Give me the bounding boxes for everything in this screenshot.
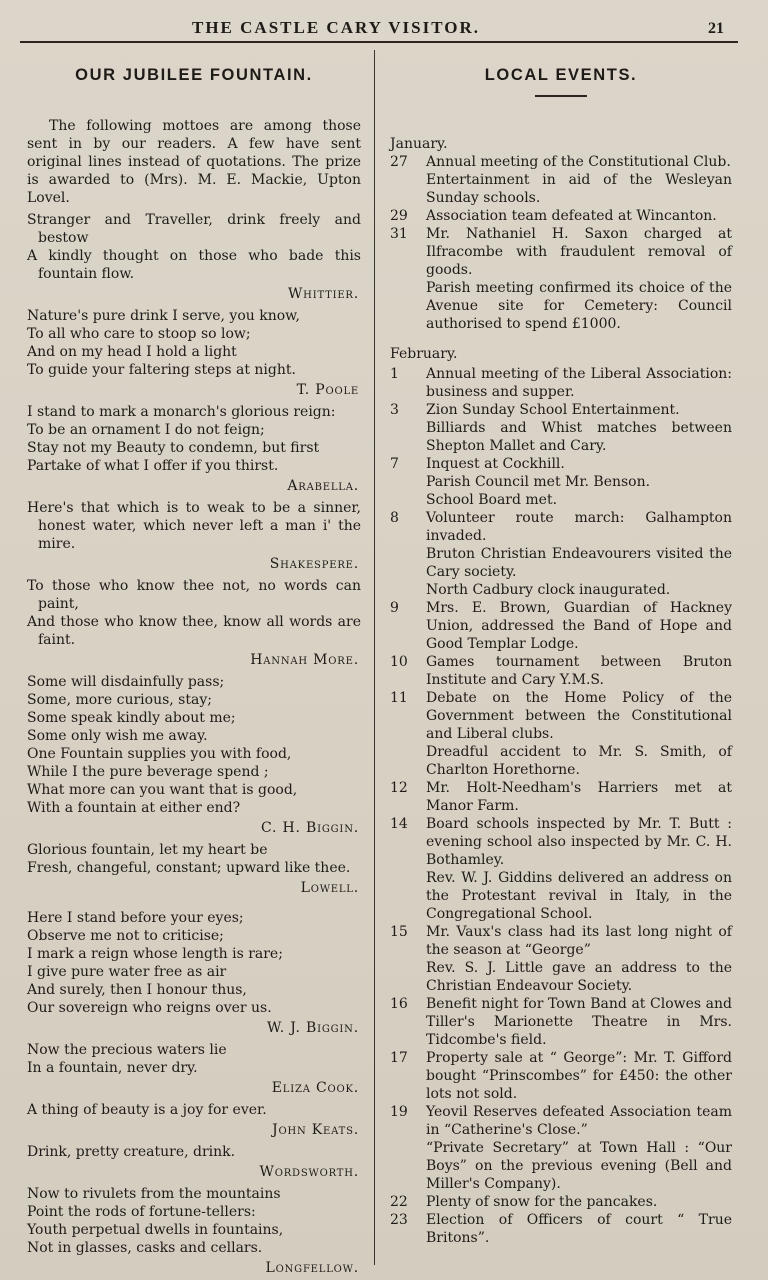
- motto-line: I stand to mark a monarch's glorious reign:: [27, 404, 336, 420]
- motto-block: [27, 307, 361, 399]
- event-day: 15: [390, 924, 408, 940]
- event-row: [390, 779, 732, 815]
- running-head: [0, 18, 768, 42]
- motto-line: Stay not my Beauty to condemn, but first: [27, 440, 320, 456]
- month-heading: February.: [390, 346, 458, 362]
- motto-line: With a fountain at either end?: [27, 800, 241, 816]
- motto-line: Some, more curious, stay;: [27, 692, 212, 708]
- motto-author: John Keats.: [272, 1122, 359, 1138]
- motto-line: Now to rivulets from the mountains: [27, 1186, 281, 1202]
- event-body: [426, 153, 732, 207]
- motto-line: Drink, pretty creature, drink.: [27, 1144, 236, 1160]
- event-row: [390, 153, 732, 207]
- event-body: [426, 225, 732, 333]
- event-item: Games tournament between Bruton Institute and Cary Y.M.S.: [426, 654, 732, 688]
- motto-line: Glorious fountain, let my heart be: [27, 842, 268, 858]
- event-body: [426, 599, 732, 653]
- event-body: [426, 1193, 732, 1211]
- event-day: 10: [390, 654, 408, 670]
- event-item: Mr. Holt-Needham's Harriers met at Manor Farm.: [426, 780, 732, 814]
- events-section-title: LOCAL EVENTS.: [484, 66, 638, 84]
- motto-line: I mark a reign whose length is rare;: [27, 946, 283, 962]
- event-day: 7: [390, 456, 399, 472]
- events-list: [390, 135, 732, 1247]
- motto-line: Point the rods of fortune-tellers:: [27, 1204, 256, 1220]
- event-day: 14: [390, 816, 408, 832]
- motto-line: Partake of what I offer if you thirst.: [27, 458, 279, 474]
- event-body: [426, 779, 732, 815]
- motto-block: [27, 909, 361, 1037]
- publication-title: THE CASTLE CARY VISITOR.: [192, 18, 480, 37]
- event-row: [390, 1049, 732, 1103]
- event-row: [390, 225, 732, 333]
- event-item: Rev. S. J. Little gave an address to the Christian Endeavour Society.: [426, 960, 732, 994]
- motto-line: Our sovereign who reigns over us.: [27, 1000, 272, 1016]
- event-body: [426, 1049, 732, 1103]
- motto-line: Fresh, changeful, constant; upward like thee.: [27, 860, 351, 876]
- event-item: Board schools inspected by Mr. T. Butt : evening school also inspected by Mr. C. H. Bothamley.: [426, 816, 732, 868]
- right-column: [390, 66, 732, 1247]
- event-row: [390, 207, 732, 225]
- page-number: 21: [708, 20, 724, 37]
- motto-line: To those who know thee not, no words can paint,: [27, 578, 361, 612]
- event-item: Yeovil Reserves defeated Association team in “Catherine's Close.”: [426, 1104, 732, 1138]
- event-item: Parish meeting confirmed its choice of the Avenue site for Cemetery: Council authorised to spend £1000.: [426, 280, 732, 332]
- motto-author: Eliza Cook.: [271, 1080, 359, 1096]
- event-item: Election of Officers of court “ True Britons”.: [426, 1212, 732, 1246]
- event-item: School Board met.: [426, 492, 558, 508]
- motto-line: While I the pure beverage spend ;: [27, 764, 269, 780]
- motto-line: Some speak kindly about me;: [27, 710, 236, 726]
- event-body: [426, 653, 732, 689]
- event-item: Plenty of snow for the pancakes.: [426, 1194, 658, 1210]
- motto-line: To be an ornament I do not feign;: [27, 422, 265, 438]
- motto-author: Lowell.: [300, 880, 359, 896]
- intro-paragraph: The following mottoes are among those sent in by our readers. A few have sent original lines instead of quotations. The prize is awarded to (Mrs). M. E. Mackie, Upton Lovel.: [27, 118, 361, 206]
- motto-line: Stranger and Traveller, drink freely and bestow: [27, 212, 361, 246]
- event-body: [426, 815, 732, 923]
- motto-block: [27, 499, 361, 573]
- motto-line: Not in glasses, casks and cellars.: [27, 1240, 263, 1256]
- event-row: [390, 401, 732, 455]
- header-rule: [20, 41, 738, 43]
- event-day: 16: [390, 996, 408, 1012]
- event-day: 19: [390, 1104, 408, 1120]
- motto-block: [27, 1101, 361, 1139]
- motto-line: A kindly thought on those who bade this fountain flow.: [27, 248, 361, 282]
- motto-block: [27, 577, 361, 669]
- event-row: [390, 815, 732, 923]
- event-item: Zion Sunday School Entertainment.: [426, 402, 680, 418]
- event-item: Dreadful accident to Mr. S. Smith, of Charlton Horethorne.: [426, 744, 732, 778]
- event-item: Mr. Nathaniel H. Saxon charged at Ilfracombe with fraudulent removal of goods.: [426, 226, 732, 278]
- motto-line: A thing of beauty is a joy for ever.: [27, 1102, 267, 1118]
- event-item: Inquest at Cockhill.: [426, 456, 565, 472]
- event-row: [390, 1211, 732, 1247]
- event-day: 27: [390, 154, 408, 170]
- event-body: [426, 401, 732, 455]
- motto-line: Observe me not to criticise;: [27, 928, 224, 944]
- event-day: 12: [390, 780, 408, 796]
- event-body: [426, 923, 732, 995]
- event-row: [390, 995, 732, 1049]
- event-item: “Private Secretary” at Town Hall : “Our Boys” on the previous evening (Bell and Miller's Company).: [426, 1140, 732, 1192]
- motto-line: And surely, then I honour thus,: [27, 982, 247, 998]
- event-day: 11: [390, 690, 408, 706]
- motto-line: To guide your faltering steps at night.: [27, 362, 296, 378]
- event-row: [390, 455, 732, 509]
- event-day: 22: [390, 1194, 408, 1210]
- motto-block: [27, 211, 361, 303]
- event-row: [390, 365, 732, 401]
- event-body: [426, 207, 732, 225]
- event-body: [426, 689, 732, 779]
- event-day: 29: [390, 208, 408, 224]
- event-body: [426, 1211, 732, 1247]
- event-row: [390, 923, 732, 995]
- motto-line: Here I stand before your eyes;: [27, 910, 244, 926]
- event-day: 3: [390, 402, 399, 418]
- event-day: 31: [390, 226, 408, 242]
- event-item: North Cadbury clock inaugurated.: [426, 582, 671, 598]
- event-item: Property sale at “ George”: Mr. T. Gifford bought “Prinscombes” for £450: the other lots not sold.: [426, 1050, 732, 1102]
- motto-line: And those who know thee, know all words are faint.: [27, 614, 361, 648]
- motto-author: Whittier.: [287, 286, 359, 302]
- event-item: Entertainment in aid of the Wesleyan Sunday schools.: [426, 172, 732, 206]
- motto-author: Arabella.: [287, 478, 359, 494]
- event-item: Debate on the Home Policy of the Government between the Constitutional and Liberal clubs.: [426, 690, 732, 742]
- motto-block: [27, 1143, 361, 1181]
- event-body: [426, 1103, 732, 1193]
- event-day: 23: [390, 1212, 408, 1228]
- motto-block: [27, 1185, 361, 1277]
- motto-line: Some will disdainfully pass;: [27, 674, 225, 690]
- motto-author: C. H. Biggin.: [261, 820, 359, 836]
- event-item: Benefit night for Town Band at Clowes and Tiller's Marionette Theatre in Mrs. Tidcombe's field.: [426, 996, 732, 1048]
- event-body: [426, 365, 732, 401]
- event-day: 8: [390, 510, 399, 526]
- event-item: Association team defeated at Wincanton.: [426, 208, 717, 224]
- event-item: Rev. W. J. Giddins delivered an address on the Protestant revival in Italy, in the Congregational School.: [426, 870, 732, 922]
- event-row: [390, 689, 732, 779]
- event-day: 1: [390, 366, 399, 382]
- event-item: Mr. Vaux's class had its last long night of the season at “George”: [426, 924, 732, 958]
- motto-line: Nature's pure drink I serve, you know,: [27, 308, 300, 324]
- motto-line: In a fountain, never dry.: [27, 1060, 198, 1076]
- mottoes-list: [27, 211, 361, 1277]
- event-item: Annual meeting of the Constitutional Club.: [426, 154, 731, 170]
- motto-author: Hannah More.: [250, 652, 359, 668]
- motto-line: To all who care to stoop so low;: [27, 326, 251, 342]
- motto-line: I give pure water free as air: [27, 964, 227, 980]
- event-row: [390, 599, 732, 653]
- motto-line: And on my head I hold a light: [27, 344, 237, 360]
- fountain-section-title: OUR JUBILEE FOUNTAIN.: [75, 66, 313, 84]
- event-item: Billiards and Whist matches between Shepton Mallet and Cary.: [426, 420, 732, 454]
- event-item: Volunteer route march: Galhampton invaded.: [426, 510, 732, 544]
- event-body: [426, 455, 732, 509]
- column-divider: [374, 50, 375, 1265]
- month-heading: January.: [390, 136, 448, 152]
- left-column: [27, 66, 361, 1278]
- event-row: [390, 653, 732, 689]
- event-row: [390, 509, 732, 599]
- motto-line: Some only wish me away.: [27, 728, 208, 744]
- event-item: Mrs. E. Brown, Guardian of Hackney Union, addressed the Band of Hope and Good Templar Lodge.: [426, 600, 732, 652]
- event-body: [426, 995, 732, 1049]
- motto-line: Now the precious waters lie: [27, 1042, 227, 1058]
- motto-block: [27, 403, 361, 495]
- title-rule: [535, 95, 587, 97]
- event-item: Parish Council met Mr. Benson.: [426, 474, 651, 490]
- motto-author: T. Poole: [296, 382, 359, 398]
- motto-line: One Fountain supplies you with food,: [27, 746, 292, 762]
- event-body: [426, 509, 732, 599]
- motto-block: [27, 841, 361, 897]
- motto-author: Shakespere.: [269, 556, 359, 572]
- motto-author: W. J. Biggin.: [266, 1020, 359, 1036]
- motto-block: [27, 1041, 361, 1097]
- event-item: Annual meeting of the Liberal Association: business and supper.: [426, 366, 732, 400]
- motto-line: Youth perpetual dwells in fountains,: [27, 1222, 284, 1238]
- motto-block: [27, 673, 361, 837]
- motto-line: Here's that which is to weak to be a sinner, honest water, which never left a man i' the mire.: [27, 500, 361, 552]
- event-item: Bruton Christian Endeavourers visited the Cary society.: [426, 546, 732, 580]
- event-row: [390, 1193, 732, 1211]
- motto-line: What more can you want that is good,: [27, 782, 298, 798]
- motto-author: Longfellow.: [265, 1260, 359, 1276]
- event-row: [390, 1103, 732, 1193]
- event-day: 17: [390, 1050, 408, 1066]
- event-day: 9: [390, 600, 399, 616]
- motto-author: Wordsworth.: [259, 1164, 359, 1180]
